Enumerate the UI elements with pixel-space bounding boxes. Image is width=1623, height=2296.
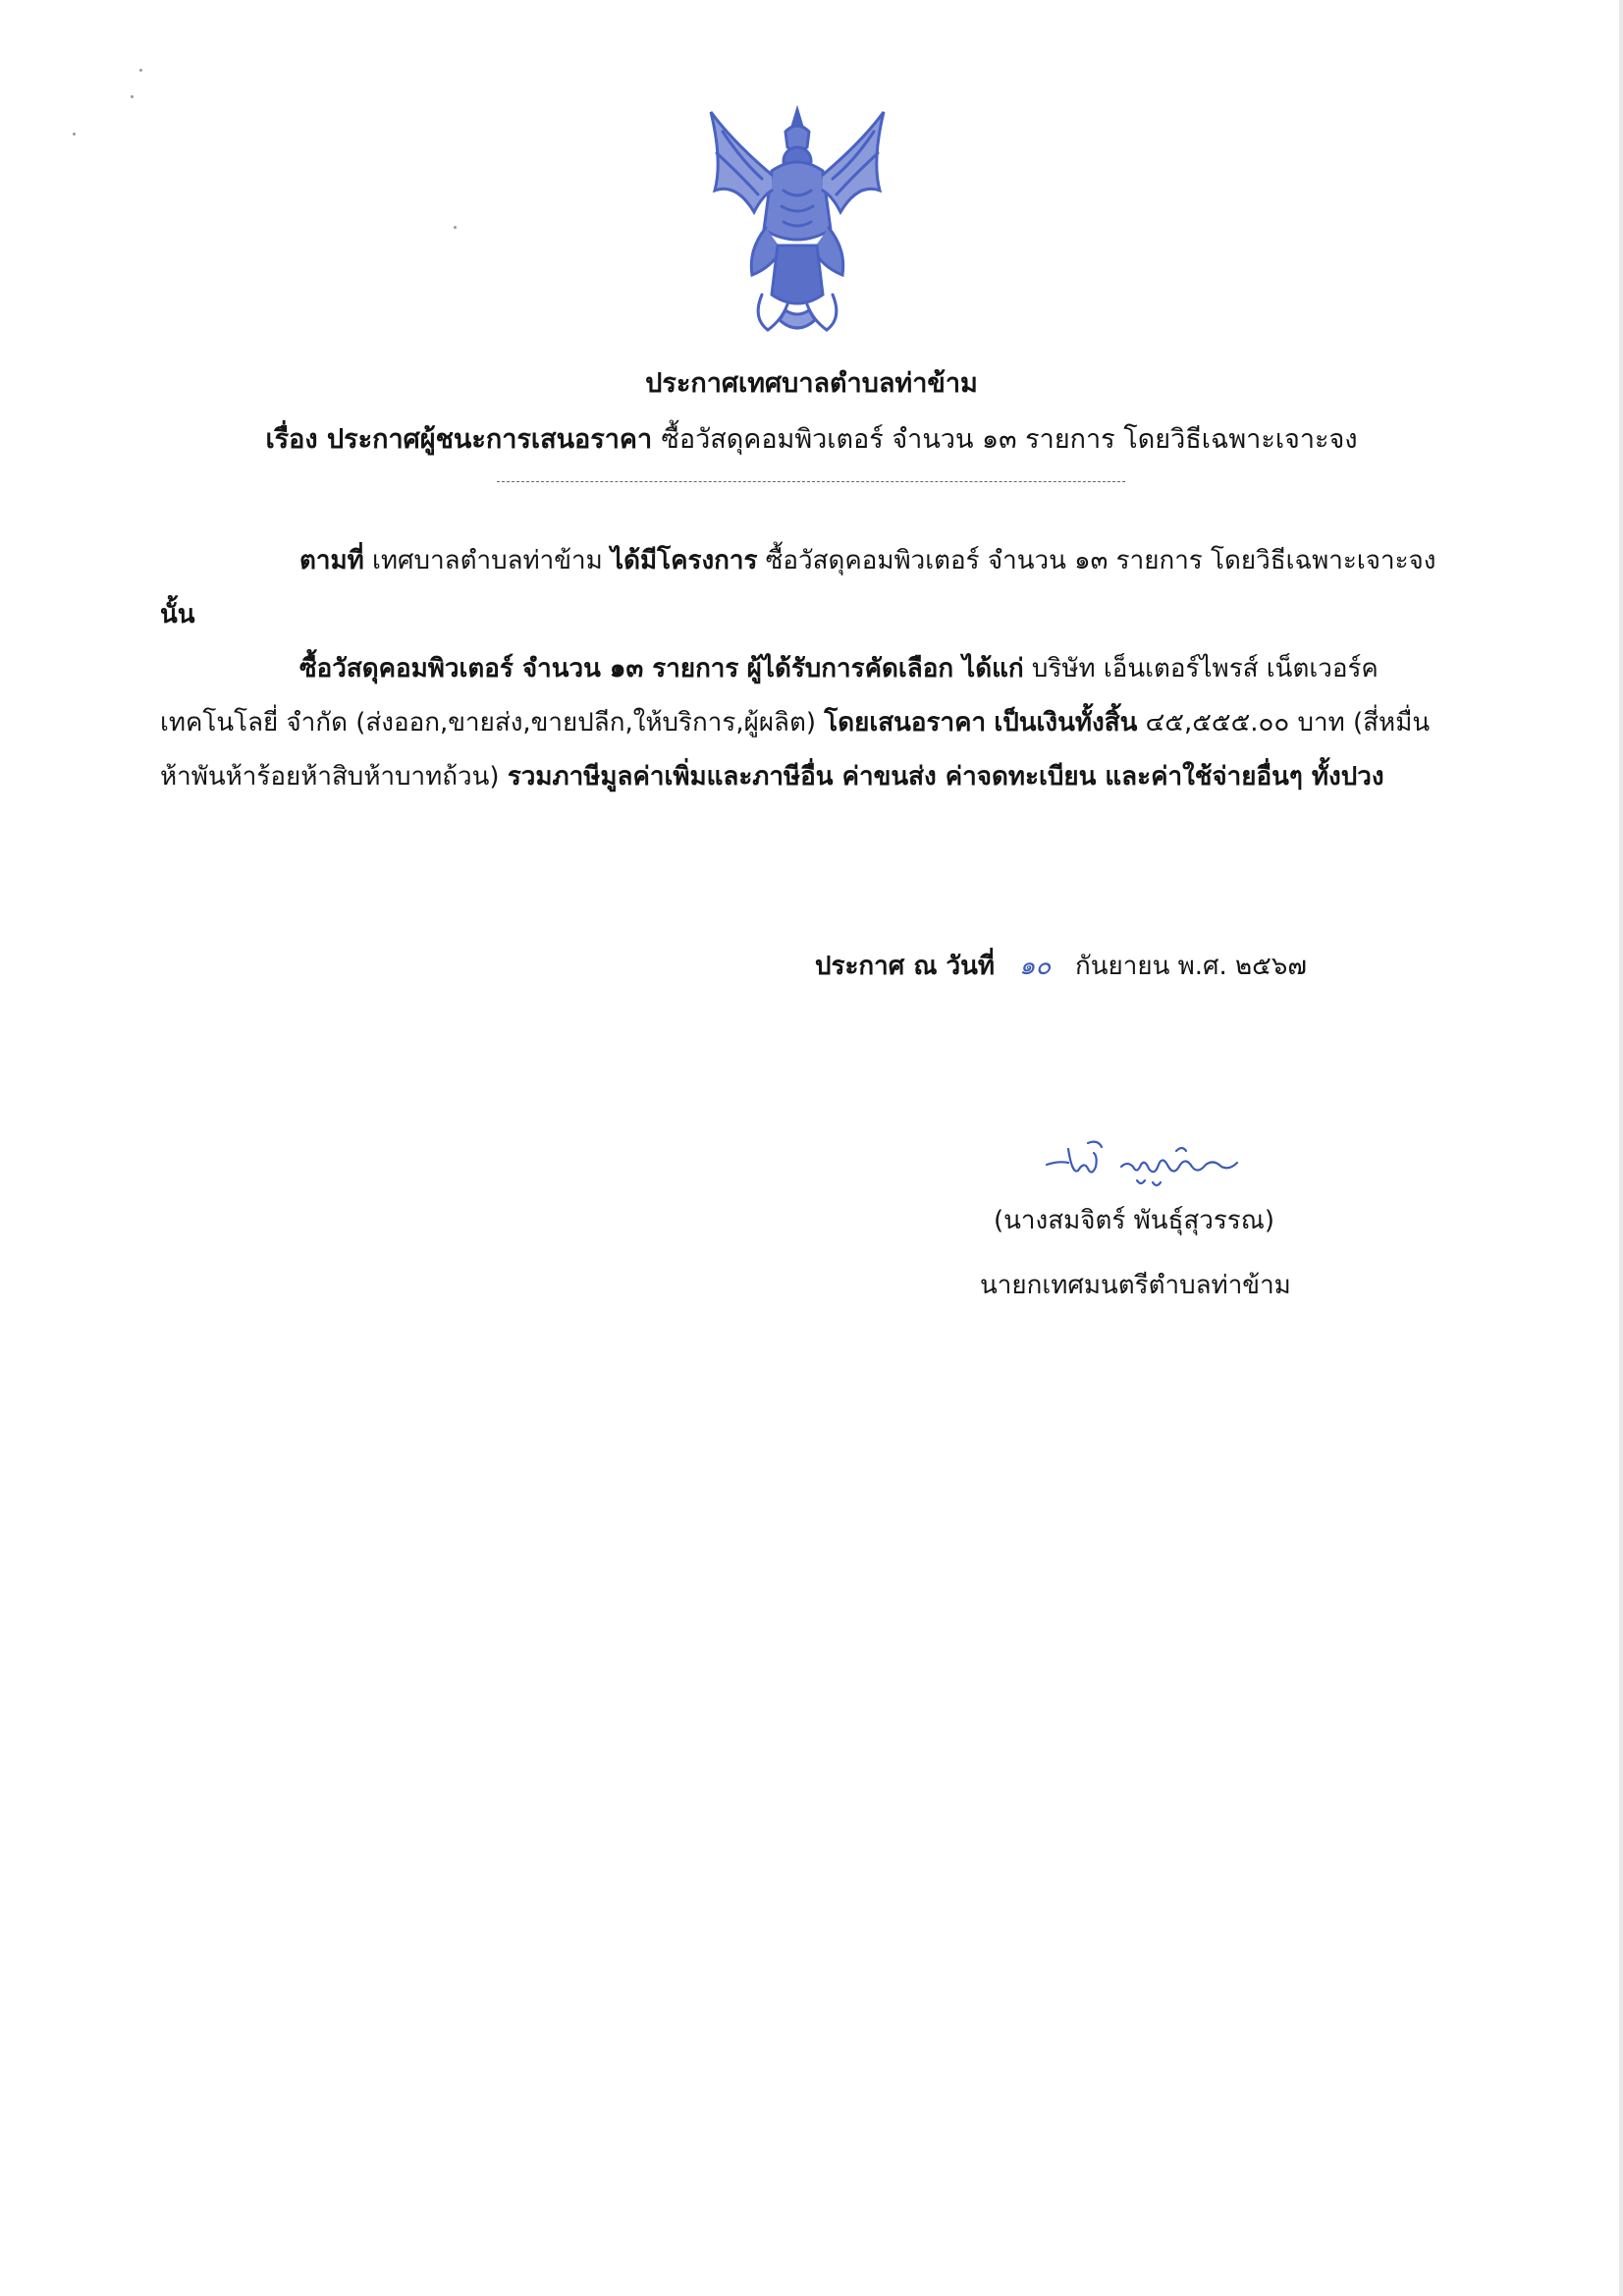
award-total-label: เป็นเงินทั้งสิ้น: [994, 708, 1138, 738]
page-edge: [1619, 0, 1623, 2296]
subject-text: ซื้อวัสดุคอมพิวเตอร์ จำนวน ๑๓ รายการ โดยวิธีเฉพาะเจาะจง: [661, 424, 1358, 455]
award-selected-label: ผู้ได้รับการคัดเลือก ได้แก่: [746, 654, 1024, 683]
announcement-issuer: ประกาศเทศบาลตำบลท่าข้าม: [645, 368, 978, 399]
header-separator: [497, 481, 1125, 482]
award-amount: ๔๕,๕๕๕.๐๐ บาท (สี่หมื่นห้าพันห้าร้อยห้าสิบห้าบาทถ้วน): [160, 708, 1431, 792]
intro-lead: ตามที่: [299, 546, 364, 575]
scan-speck: [454, 226, 457, 229]
date-day: ๑๐: [1018, 952, 1052, 981]
date-prefix: ประกาศ ณ วันที่: [815, 952, 996, 981]
signatory-name: (นางสมจิตร์ พันธุ์สุวรรณ): [994, 1206, 1275, 1235]
intro-project: ซื้อวัสดุคอมพิวเตอร์ จำนวน ๑๓ รายการ โดยวิธีเฉพาะเจาะจง: [765, 546, 1436, 575]
garuda-emblem-icon: [693, 102, 901, 338]
paragraph-award: [160, 642, 1456, 804]
intro-agency: เทศบาลตำบลท่าข้าม: [372, 546, 603, 575]
intro-has-project: ได้มีโครงการ: [611, 546, 758, 575]
signatory-position: นายกเทศมนตรีตำบลท่าข้าม: [980, 1271, 1291, 1300]
award-company: บริษัท เอ็นเตอร์ไพรส์ เน็ตเวอร์ค เทคโนโลยี่ จำกัด (ส่งออก,ขายส่ง,ขายปลีก,ให้บริการ,ผู้ผลิต): [160, 654, 1379, 738]
scan-speck: [131, 95, 134, 98]
intro-ending: นั้น: [160, 600, 195, 629]
award-inclusive: รวมภาษีมูลค่าเพิ่มและภาษีอื่น ค่าขนส่ง ค่าจดทะเบียน และค่าใช้จ่ายอื่นๆ ทั้งปวง: [507, 762, 1384, 792]
handwritten-signature: [1039, 1131, 1255, 1200]
award-item: ซื้อวัสดุคอมพิวเตอร์ จำนวน ๑๓ รายการ: [299, 654, 739, 683]
scan-speck: [73, 133, 76, 136]
announcement-subject: [0, 417, 1623, 460]
award-offer-label: โดยเสนอราคา: [824, 708, 987, 738]
date-month-year: กันยายน พ.ศ. ๒๕๖๗: [1074, 952, 1307, 981]
announcement-date: [815, 946, 1307, 986]
subject-prefix: เรื่อง ประกาศผู้ชนะการเสนอราคา: [265, 424, 653, 455]
scan-speck: [139, 69, 142, 72]
paragraph-intro: [160, 534, 1456, 642]
